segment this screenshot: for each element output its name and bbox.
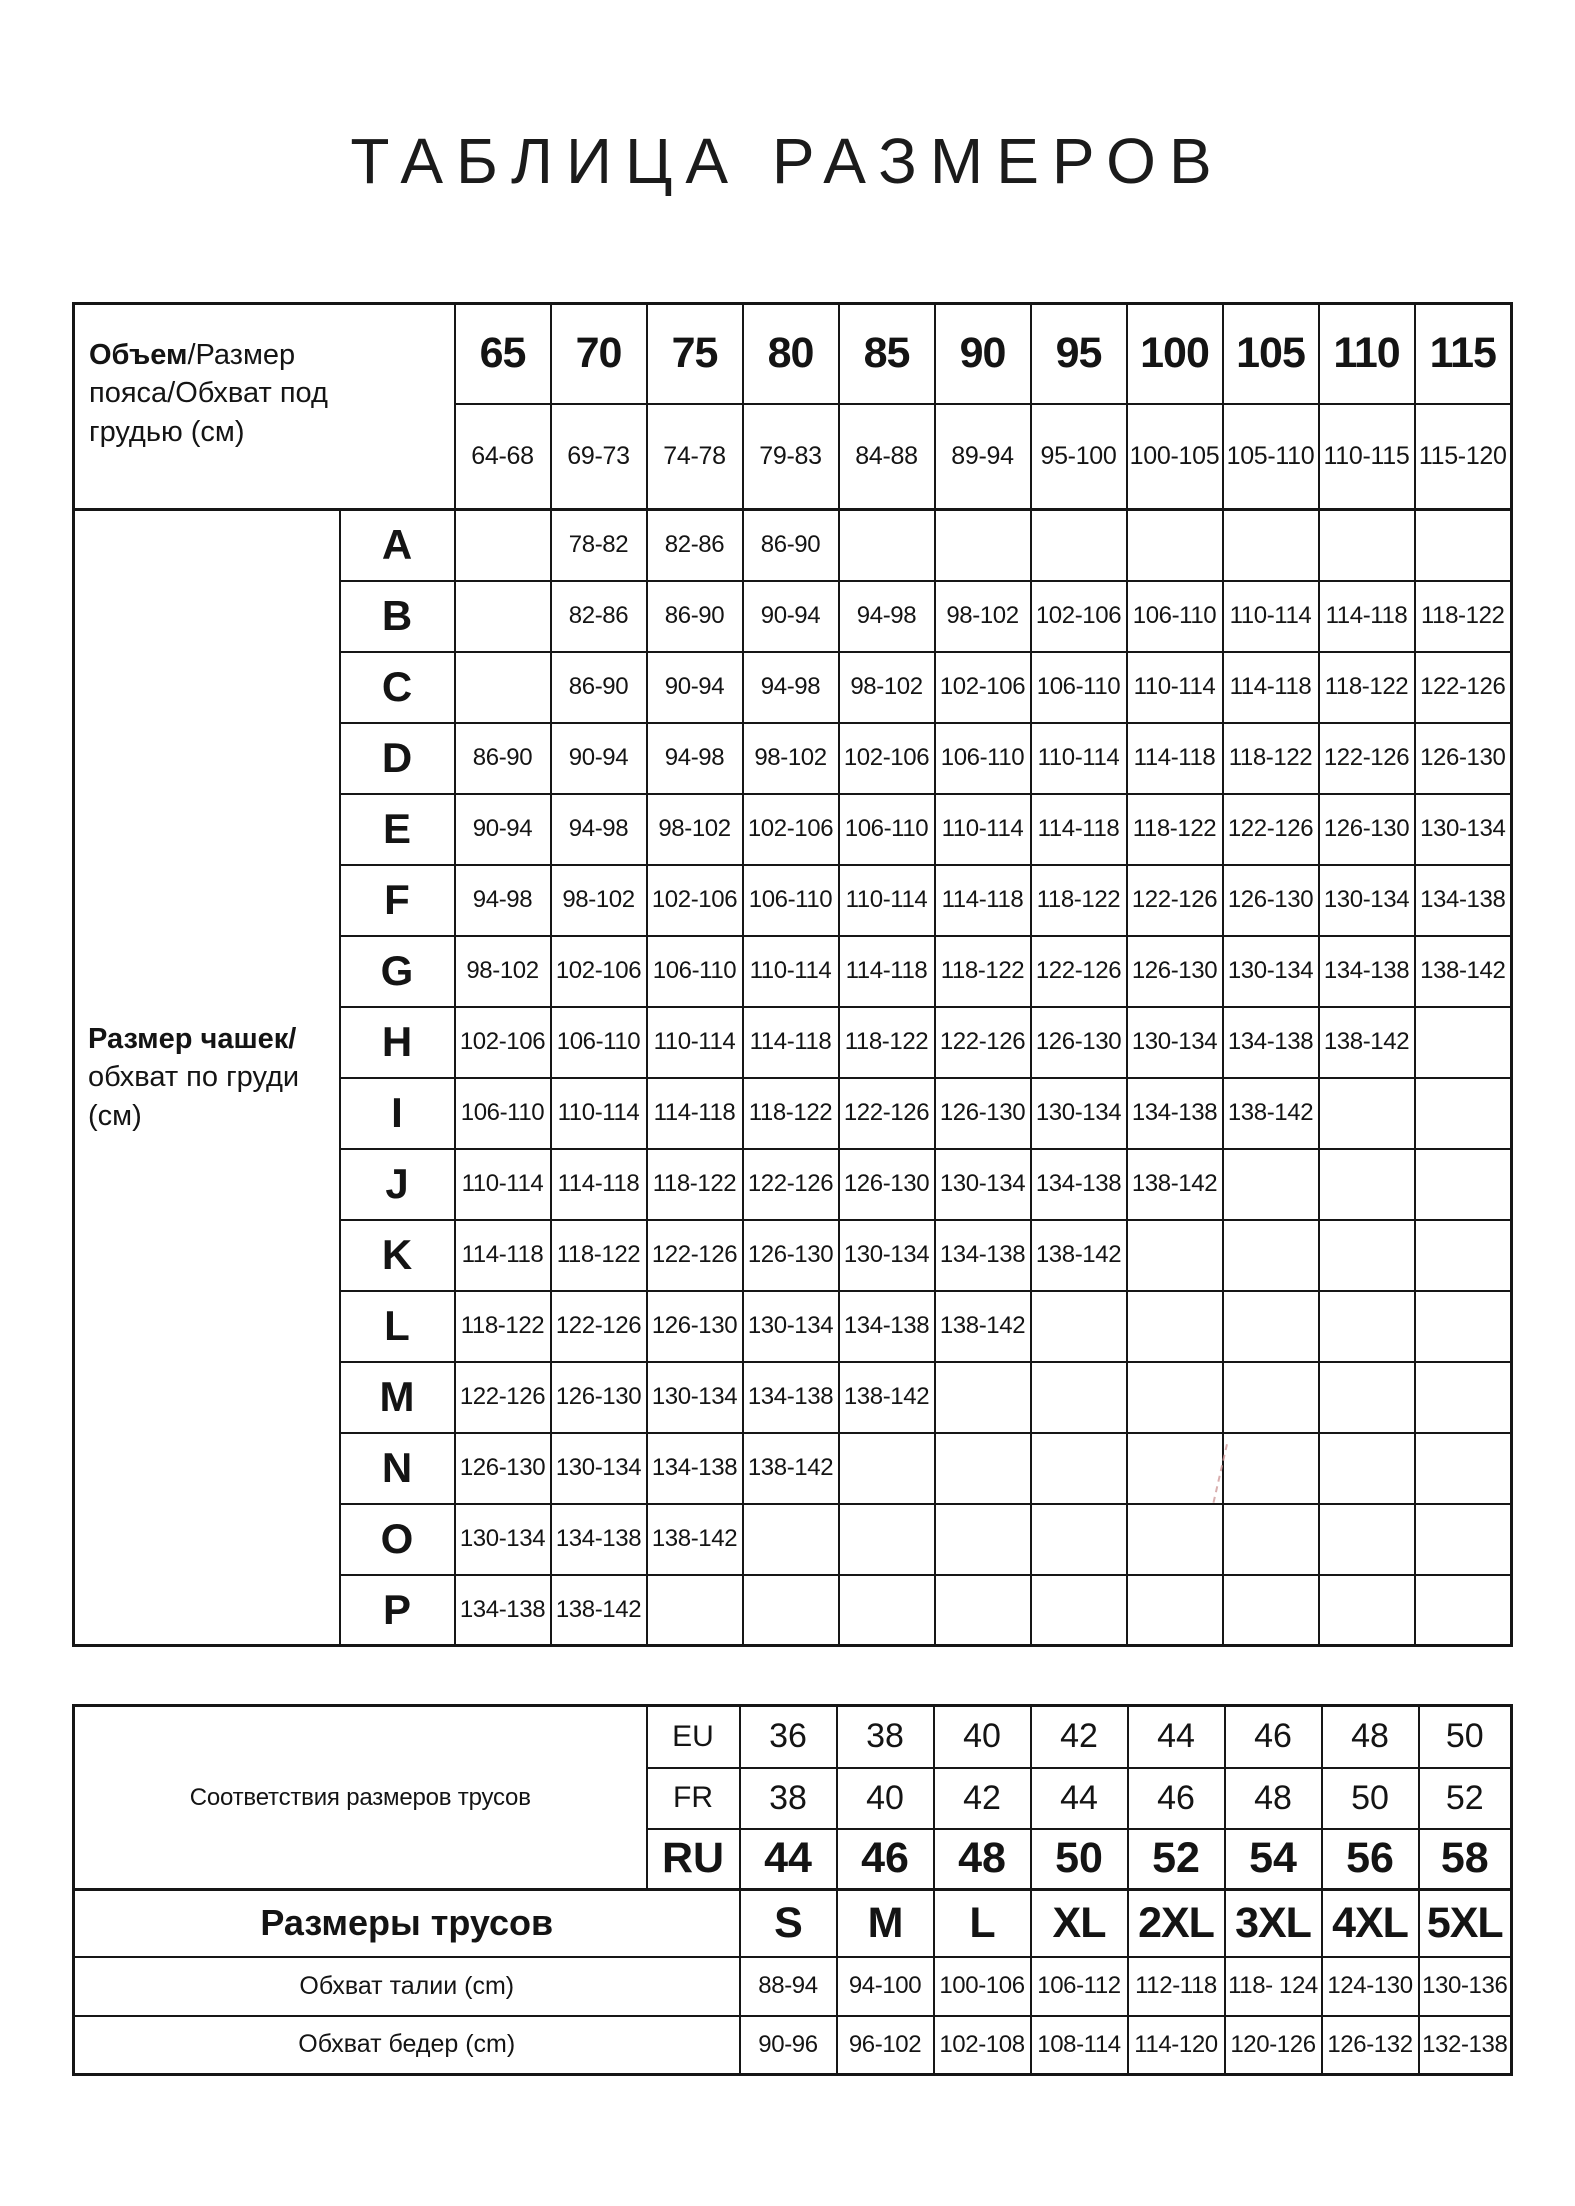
- bra-value-cell: [743, 1504, 839, 1575]
- cup-letter-cell: A: [340, 510, 455, 581]
- bra-value-cell: [1127, 1291, 1223, 1362]
- bra-value-cell: 138-142: [1127, 1149, 1223, 1220]
- bra-table-row: [74, 510, 1512, 581]
- system-value-cell: 48: [934, 1829, 1031, 1890]
- bra-value-cell: 122-126: [455, 1362, 551, 1433]
- panty-size-cell: S: [740, 1890, 837, 1957]
- bra-value-cell: 122-126: [1127, 865, 1223, 936]
- bra-value-cell: [1415, 510, 1512, 581]
- system-value-cell: 50: [1419, 1706, 1512, 1768]
- system-row-eu: [74, 1706, 1512, 1768]
- bra-value-cell: 126-130: [1415, 723, 1512, 794]
- bra-value-cell: 122-126: [935, 1007, 1031, 1078]
- bra-value-cell: [1223, 510, 1319, 581]
- bra-value-cell: 130-134: [551, 1433, 647, 1504]
- cup-letter-cell: D: [340, 723, 455, 794]
- bra-value-cell: [1127, 1362, 1223, 1433]
- band-range-cell: 84-88: [839, 404, 935, 510]
- bra-value-cell: [1415, 1291, 1512, 1362]
- bra-value-cell: 134-138: [935, 1220, 1031, 1291]
- bra-value-cell: [1031, 1291, 1127, 1362]
- bra-value-cell: [1415, 1007, 1512, 1078]
- bra-value-cell: 118-122: [743, 1078, 839, 1149]
- bra-value-cell: [455, 510, 551, 581]
- band-size-cell: 115: [1415, 304, 1512, 404]
- bra-value-cell: 102-106: [839, 723, 935, 794]
- bra-value-cell: [1319, 1433, 1415, 1504]
- bra-value-cell: [1319, 1291, 1415, 1362]
- bra-value-cell: 130-134: [647, 1362, 743, 1433]
- bra-value-cell: 94-98: [647, 723, 743, 794]
- bra-value-cell: 106-110: [647, 936, 743, 1007]
- bra-value-cell: 102-106: [1031, 581, 1127, 652]
- cup-letter-cell: P: [340, 1575, 455, 1646]
- bra-value-cell: 130-134: [1223, 936, 1319, 1007]
- bra-value-cell: 106-110: [1031, 652, 1127, 723]
- bra-value-cell: 134-138: [1415, 865, 1512, 936]
- system-value-cell: 40: [934, 1706, 1031, 1768]
- bra-value-cell: 130-134: [1319, 865, 1415, 936]
- measure-value-cell: 108-114: [1031, 2016, 1128, 2075]
- system-value-cell: 54: [1225, 1829, 1322, 1890]
- measure-value-cell: 94-100: [837, 1957, 934, 2016]
- bra-value-cell: 94-98: [551, 794, 647, 865]
- system-value-cell: 44: [1031, 1768, 1128, 1829]
- bra-value-cell: 126-130: [1319, 794, 1415, 865]
- bra-value-cell: [1127, 1433, 1223, 1504]
- bra-value-cell: 134-138: [1127, 1078, 1223, 1149]
- bra-value-cell: 130-134: [935, 1149, 1031, 1220]
- band-size-cell: 105: [1223, 304, 1319, 404]
- bra-value-cell: 134-138: [743, 1362, 839, 1433]
- bra-value-cell: [839, 1504, 935, 1575]
- bra-value-cell: [1223, 1504, 1319, 1575]
- bra-value-cell: 118-122: [935, 936, 1031, 1007]
- bra-value-cell: [1415, 1575, 1512, 1646]
- cup-letter-cell: C: [340, 652, 455, 723]
- band-range-cell: 105-110: [1223, 404, 1319, 510]
- cup-letter-cell: G: [340, 936, 455, 1007]
- bra-value-cell: 106-110: [743, 865, 839, 936]
- bra-value-cell: 86-90: [743, 510, 839, 581]
- bra-value-cell: [1127, 510, 1223, 581]
- bra-value-cell: [1031, 1433, 1127, 1504]
- bra-value-cell: [1319, 1078, 1415, 1149]
- bra-value-cell: 130-134: [839, 1220, 935, 1291]
- band-size-cell: 100: [1127, 304, 1223, 404]
- bra-value-cell: [1319, 1362, 1415, 1433]
- bra-value-cell: 102-106: [935, 652, 1031, 723]
- bra-value-cell: 110-114: [1127, 652, 1223, 723]
- measure-label-cell: Обхват бедер (cm): [74, 2016, 740, 2075]
- bra-value-cell: 90-94: [743, 581, 839, 652]
- bra-value-cell: [1223, 1362, 1319, 1433]
- bra-value-cell: 106-110: [935, 723, 1031, 794]
- bra-value-cell: 98-102: [455, 936, 551, 1007]
- system-value-cell: 38: [740, 1768, 837, 1829]
- system-value-cell: 48: [1322, 1706, 1419, 1768]
- band-size-header-text: [75, 336, 345, 477]
- bra-value-cell: [935, 1504, 1031, 1575]
- system-value-cell: 36: [740, 1706, 837, 1768]
- bra-value-cell: [1127, 1220, 1223, 1291]
- cup-letter-cell: N: [340, 1433, 455, 1504]
- bra-value-cell: [1127, 1575, 1223, 1646]
- bra-value-cell: [743, 1575, 839, 1646]
- cup-letter-cell: O: [340, 1504, 455, 1575]
- bra-value-cell: 98-102: [647, 794, 743, 865]
- bra-value-cell: [1031, 1575, 1127, 1646]
- band-header-bold: Объем: [89, 339, 188, 372]
- bra-value-cell: 114-118: [839, 936, 935, 1007]
- measure-label-cell: Обхват талии (cm): [74, 1957, 740, 2016]
- measure-value-cell: 132-138: [1419, 2016, 1512, 2075]
- bra-value-cell: [935, 510, 1031, 581]
- bra-value-cell: 134-138: [1223, 1007, 1319, 1078]
- bra-value-cell: 78-82: [551, 510, 647, 581]
- bra-value-cell: 118-122: [455, 1291, 551, 1362]
- bra-value-cell: 118-122: [1127, 794, 1223, 865]
- bra-value-cell: 110-114: [1031, 723, 1127, 794]
- bra-value-cell: [1319, 1504, 1415, 1575]
- bra-value-cell: 106-110: [551, 1007, 647, 1078]
- band-range-cell: 74-78: [647, 404, 743, 510]
- bra-value-cell: [1415, 1504, 1512, 1575]
- bra-value-cell: 138-142: [1415, 936, 1512, 1007]
- bra-value-cell: 134-138: [455, 1575, 551, 1646]
- bra-value-cell: 106-110: [455, 1078, 551, 1149]
- band-range-cell: 115-120: [1415, 404, 1512, 510]
- system-value-cell: 46: [1225, 1706, 1322, 1768]
- bra-value-cell: 130-134: [743, 1291, 839, 1362]
- bra-value-cell: 90-94: [647, 652, 743, 723]
- bra-value-cell: 138-142: [743, 1433, 839, 1504]
- bra-value-cell: 122-126: [647, 1220, 743, 1291]
- bra-value-cell: [839, 1575, 935, 1646]
- bra-value-cell: 126-130: [1031, 1007, 1127, 1078]
- cup-letter-cell: L: [340, 1291, 455, 1362]
- system-code-cell: EU: [647, 1706, 740, 1768]
- bra-value-cell: 82-86: [551, 581, 647, 652]
- cup-letter-cell: B: [340, 581, 455, 652]
- bra-value-cell: [1223, 1220, 1319, 1291]
- bra-value-cell: [455, 652, 551, 723]
- bra-value-cell: 110-114: [551, 1078, 647, 1149]
- panty-size-table: [72, 1704, 1513, 2076]
- bra-value-cell: 130-134: [1127, 1007, 1223, 1078]
- bra-value-cell: 118-122: [839, 1007, 935, 1078]
- band-size-cell: 85: [839, 304, 935, 404]
- band-range-cell: 64-68: [455, 404, 551, 510]
- band-size-cell: 95: [1031, 304, 1127, 404]
- bra-value-cell: 102-106: [647, 865, 743, 936]
- cup-letter-cell: M: [340, 1362, 455, 1433]
- bra-value-cell: [1319, 1149, 1415, 1220]
- bra-value-cell: [1223, 1575, 1319, 1646]
- band-range-cell: 100-105: [1127, 404, 1223, 510]
- band-size-cell: 75: [647, 304, 743, 404]
- bra-value-cell: 98-102: [839, 652, 935, 723]
- band-range-cell: 79-83: [743, 404, 839, 510]
- band-header-rest: /Размер пояса/Обхват под грудью (см): [89, 339, 328, 448]
- measure-value-cell: 102-108: [934, 2016, 1031, 2075]
- panty-sizes-row: [74, 1890, 1512, 1957]
- bra-value-cell: 90-94: [551, 723, 647, 794]
- bra-value-cell: [935, 1433, 1031, 1504]
- bra-value-cell: [1415, 1433, 1512, 1504]
- bra-value-cell: 106-110: [839, 794, 935, 865]
- cup-letter-cell: K: [340, 1220, 455, 1291]
- bra-value-cell: [1127, 1504, 1223, 1575]
- system-value-cell: 50: [1322, 1768, 1419, 1829]
- bra-value-cell: 98-102: [551, 865, 647, 936]
- bra-value-cell: 126-130: [647, 1291, 743, 1362]
- bra-value-cell: 126-130: [1127, 936, 1223, 1007]
- band-sizes-row: [74, 304, 1512, 404]
- bra-value-cell: 114-118: [551, 1149, 647, 1220]
- measure-row: [74, 2016, 1512, 2075]
- system-value-cell: 44: [740, 1829, 837, 1890]
- bra-value-cell: 98-102: [935, 581, 1031, 652]
- bra-value-cell: 134-138: [1319, 936, 1415, 1007]
- bra-value-cell: [1415, 1362, 1512, 1433]
- bra-value-cell: 130-134: [1415, 794, 1512, 865]
- bra-value-cell: [1223, 1291, 1319, 1362]
- bra-value-cell: 82-86: [647, 510, 743, 581]
- bra-value-cell: 110-114: [839, 865, 935, 936]
- bra-value-cell: 138-142: [647, 1504, 743, 1575]
- bra-value-cell: [1415, 1220, 1512, 1291]
- bra-value-cell: 86-90: [647, 581, 743, 652]
- bra-value-cell: 138-142: [551, 1575, 647, 1646]
- bra-value-cell: 130-134: [455, 1504, 551, 1575]
- page-title: ТАБЛИЦА РАЗМЕРОВ: [350, 125, 1225, 197]
- system-value-cell: 44: [1128, 1706, 1225, 1768]
- band-range-cell: 89-94: [935, 404, 1031, 510]
- bra-value-cell: 138-142: [839, 1362, 935, 1433]
- panty-size-cell: 5XL: [1419, 1890, 1512, 1957]
- bra-value-cell: 102-106: [455, 1007, 551, 1078]
- bra-value-cell: 102-106: [551, 936, 647, 1007]
- measure-value-cell: 130-136: [1419, 1957, 1512, 2016]
- correspondence-label-cell: Соответствия размеров трусов: [74, 1706, 647, 1890]
- measure-value-cell: 96-102: [837, 2016, 934, 2075]
- bra-value-cell: 90-94: [455, 794, 551, 865]
- cup-size-header-cell: [74, 510, 340, 1646]
- bra-value-cell: [1319, 1575, 1415, 1646]
- system-value-cell: 48: [1225, 1768, 1322, 1829]
- bra-value-cell: 110-114: [1223, 581, 1319, 652]
- cup-letter-cell: I: [340, 1078, 455, 1149]
- bra-value-cell: 118-122: [1223, 723, 1319, 794]
- panty-size-cell: 4XL: [1322, 1890, 1419, 1957]
- bra-value-cell: [1031, 510, 1127, 581]
- bra-value-cell: 118-122: [1319, 652, 1415, 723]
- bra-value-cell: [1415, 1078, 1512, 1149]
- bra-value-cell: 126-130: [839, 1149, 935, 1220]
- bra-value-cell: [839, 1433, 935, 1504]
- bra-value-cell: 138-142: [1319, 1007, 1415, 1078]
- bra-value-cell: [1031, 1362, 1127, 1433]
- bra-value-cell: 114-118: [743, 1007, 839, 1078]
- measure-value-cell: 120-126: [1225, 2016, 1322, 2075]
- bra-value-cell: 94-98: [455, 865, 551, 936]
- system-code-cell: FR: [647, 1768, 740, 1829]
- band-size-cell: 65: [455, 304, 551, 404]
- bra-value-cell: 130-134: [1031, 1078, 1127, 1149]
- bra-value-cell: 118-122: [551, 1220, 647, 1291]
- system-value-cell: 56: [1322, 1829, 1419, 1890]
- bra-value-cell: 134-138: [647, 1433, 743, 1504]
- measure-value-cell: 106-112: [1031, 1957, 1128, 2016]
- bra-value-cell: 114-118: [1223, 652, 1319, 723]
- panty-size-cell: L: [934, 1890, 1031, 1957]
- band-size-cell: 70: [551, 304, 647, 404]
- bra-value-cell: 114-118: [1319, 581, 1415, 652]
- bra-value-cell: 118-122: [1415, 581, 1512, 652]
- bra-value-cell: 110-114: [455, 1149, 551, 1220]
- bra-value-cell: 110-114: [935, 794, 1031, 865]
- bra-value-cell: 114-118: [647, 1078, 743, 1149]
- bra-value-cell: 138-142: [1223, 1078, 1319, 1149]
- band-size-header-cell: [74, 304, 455, 510]
- measure-value-cell: 112-118: [1128, 1957, 1225, 2016]
- bra-value-cell: 122-126: [1223, 794, 1319, 865]
- bra-value-cell: 122-126: [1415, 652, 1512, 723]
- band-size-cell: 80: [743, 304, 839, 404]
- bra-value-cell: 98-102: [743, 723, 839, 794]
- measure-value-cell: 126-132: [1322, 2016, 1419, 2075]
- measure-value-cell: 114-120: [1128, 2016, 1225, 2075]
- bra-value-cell: 114-118: [935, 865, 1031, 936]
- bra-value-cell: [935, 1362, 1031, 1433]
- bra-value-cell: 118-122: [1031, 865, 1127, 936]
- bra-value-cell: 122-126: [551, 1291, 647, 1362]
- system-value-cell: 50: [1031, 1829, 1128, 1890]
- bra-value-cell: 122-126: [839, 1078, 935, 1149]
- measure-value-cell: 90-96: [740, 2016, 837, 2075]
- bra-value-cell: [935, 1575, 1031, 1646]
- system-value-cell: 46: [1128, 1768, 1225, 1829]
- bra-value-cell: 134-138: [551, 1504, 647, 1575]
- measure-row: [74, 1957, 1512, 2016]
- band-size-cell: 110: [1319, 304, 1415, 404]
- cup-letter-cell: F: [340, 865, 455, 936]
- band-range-cell: 110-115: [1319, 404, 1415, 510]
- band-range-cell: 69-73: [551, 404, 647, 510]
- bra-value-cell: 114-118: [455, 1220, 551, 1291]
- measure-value-cell: 124-130: [1322, 1957, 1419, 2016]
- bra-value-cell: 86-90: [551, 652, 647, 723]
- band-size-cell: 90: [935, 304, 1031, 404]
- system-value-cell: 52: [1419, 1768, 1512, 1829]
- measure-value-cell: 88-94: [740, 1957, 837, 2016]
- bra-value-cell: 94-98: [743, 652, 839, 723]
- bra-value-cell: [455, 581, 551, 652]
- bra-value-cell: 126-130: [743, 1220, 839, 1291]
- bra-value-cell: 138-142: [1031, 1220, 1127, 1291]
- system-value-cell: 58: [1419, 1829, 1512, 1890]
- bra-value-cell: 122-126: [743, 1149, 839, 1220]
- panty-size-cell: 2XL: [1128, 1890, 1225, 1957]
- panty-size-cell: 3XL: [1225, 1890, 1322, 1957]
- system-value-cell: 40: [837, 1768, 934, 1829]
- system-value-cell: 52: [1128, 1829, 1225, 1890]
- bra-value-cell: 114-118: [1031, 794, 1127, 865]
- bra-value-cell: [1319, 1220, 1415, 1291]
- measure-value-cell: 100-106: [934, 1957, 1031, 2016]
- bra-value-cell: 138-142: [935, 1291, 1031, 1362]
- system-value-cell: 42: [1031, 1706, 1128, 1768]
- bra-value-cell: 122-126: [1319, 723, 1415, 794]
- system-value-cell: 46: [837, 1829, 934, 1890]
- bra-value-cell: [1223, 1149, 1319, 1220]
- system-value-cell: 42: [934, 1768, 1031, 1829]
- bra-value-cell: [839, 510, 935, 581]
- bra-value-cell: 134-138: [839, 1291, 935, 1362]
- bra-value-cell: 126-130: [455, 1433, 551, 1504]
- bra-value-cell: 110-114: [743, 936, 839, 1007]
- bra-size-table: [72, 302, 1513, 1647]
- bra-value-cell: [1223, 1433, 1319, 1504]
- bra-value-cell: 122-126: [1031, 936, 1127, 1007]
- system-value-cell: 38: [837, 1706, 934, 1768]
- band-range-cell: 95-100: [1031, 404, 1127, 510]
- bra-value-cell: 94-98: [839, 581, 935, 652]
- bra-value-cell: 114-118: [1127, 723, 1223, 794]
- bra-value-cell: 106-110: [1127, 581, 1223, 652]
- cup-size-header-text: Размер чашек/ обхват по груди (см): [88, 1023, 300, 1132]
- cup-letter-cell: E: [340, 794, 455, 865]
- bra-value-cell: [647, 1575, 743, 1646]
- bra-value-cell: [1415, 1149, 1512, 1220]
- system-code-cell: RU: [647, 1829, 740, 1890]
- bra-value-cell: 118-122: [647, 1149, 743, 1220]
- bra-value-cell: 126-130: [935, 1078, 1031, 1149]
- cup-letter-cell: H: [340, 1007, 455, 1078]
- bra-value-cell: 126-130: [1223, 865, 1319, 936]
- bra-value-cell: [1319, 510, 1415, 581]
- panty-size-cell: M: [837, 1890, 934, 1957]
- bra-value-cell: 126-130: [551, 1362, 647, 1433]
- bra-value-cell: 134-138: [1031, 1149, 1127, 1220]
- bra-table-body: [74, 510, 1512, 1646]
- bra-value-cell: 102-106: [743, 794, 839, 865]
- panty-size-cell: XL: [1031, 1890, 1128, 1957]
- panty-table-body: [74, 1706, 1512, 2075]
- bra-value-cell: 110-114: [647, 1007, 743, 1078]
- bra-value-cell: 86-90: [455, 723, 551, 794]
- measure-value-cell: 118- 124: [1225, 1957, 1322, 2016]
- bra-value-cell: [1031, 1504, 1127, 1575]
- cup-letter-cell: J: [340, 1149, 455, 1220]
- panty-sizes-label-cell: Размеры трусов: [74, 1890, 740, 1957]
